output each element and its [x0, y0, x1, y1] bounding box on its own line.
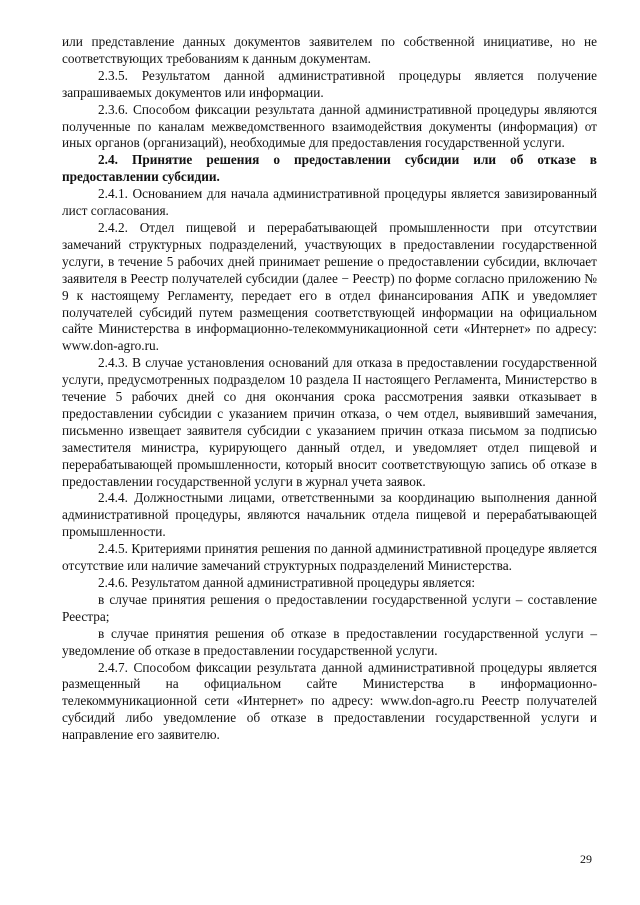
paragraph-2-4-6-item-1: в случае принятия решения о предоставлении государственной услуги – составление Реестра;: [62, 591, 597, 624]
paragraph-2-4-6: 2.4.6. Результатом данной административной процедуры является:: [98, 575, 476, 590]
paragraph-2-3-6: 2.3.6. Способом фиксации результата данной административной процедуры являются полученные по каналам межведомственного взаимодействия документы (информация) от иных органов (организаций), необходимые для предоставления государственной услуги.: [62, 101, 597, 151]
paragraph-2-4-7: 2.4.7. Способом фиксации результата данной административной процедуры является размещенный на официальном сайте Министерства в информационно-телекоммуникационной сети «Интернет» по адресу: www.don-agro.ru Реестр получателей субсидий либо уведомление об отказе в предоставлении государственной услуги и направление его заявителю.: [62, 659, 597, 743]
paragraph-2-4-4: 2.4.4. Должностными лицами, ответственными за координацию выполнения данной административной процедуры, являются начальник отдела пищевой и перерабатывающей промышленности.: [62, 490, 597, 540]
paragraph-2-4-5: 2.4.5. Критериями принятия решения по данной административной процедуре является отсутствие или наличие замечаний структурных подразделений Министерства.: [62, 541, 597, 574]
paragraph-continuation: или представление данных документов заявителем по собственной инициативе, но не соответствующих требованиям к данным документам.: [62, 34, 597, 66]
paragraph-2-4-1: 2.4.1. Основанием для начала административной процедуры является завизированный лист согласования.: [62, 186, 597, 219]
section-heading-2-4: 2.4. Принятие решения о предоставлении субсидии или об отказе в предоставлении субсидии.: [62, 152, 597, 185]
paragraph-2-4-2: 2.4.2. Отдел пищевой и перерабатывающей промышленности при отсутствии замечаний структурных подразделений, участвующих в предоставлении государственной услуги, в течение 5 рабочих дней принимает решение о предоставлении субсидии, включает заявителя в Реестр получателей субсидии (далее − Реестр) по форме согласно приложению № 9 к настоящему Регламенту, передает его в отдел финансирования АПК и уведомляет получателей субсидий путем размещения соответствующей информации на официальном сайте Министерства в информационно-телекоммуникационной сети «Интернет» по адресу: www.don-agro.ru.: [62, 219, 597, 354]
paragraph-2-3-5: 2.3.5. Результатом данной административной процедуры является получение запрашиваемых документов или информации.: [62, 67, 597, 100]
paragraph-2-4-6-item-2: в случае принятия решения об отказе в предоставлении государственной услуги – уведомление об отказе в предоставлении государственной услуги.: [62, 625, 597, 658]
document-page: [62, 34, 597, 744]
page-number: 29: [580, 852, 592, 866]
paragraph-2-4-3: 2.4.3. В случае установления оснований для отказа в предоставлении государственной услуги, предусмотренных подразделом 10 раздела II настоящего Регламента, Министерство в течение 5 рабочих дней со дня окончания срока рассмотрения заявки отказывает в предоставлении субсидии с указанием причин отказа, о чем отдел, выявивший замечания, письменно извещает заявителя субсидии с указанием причин отказа письмом за подписью заместителя министра, курирующего данный отдел, и уведомляет отдел пищевой и перерабатывающей промышленности, который вносит соответствующую запись об отказе в предоставлении государственной услуги в журнал учета заявок.: [62, 355, 597, 489]
